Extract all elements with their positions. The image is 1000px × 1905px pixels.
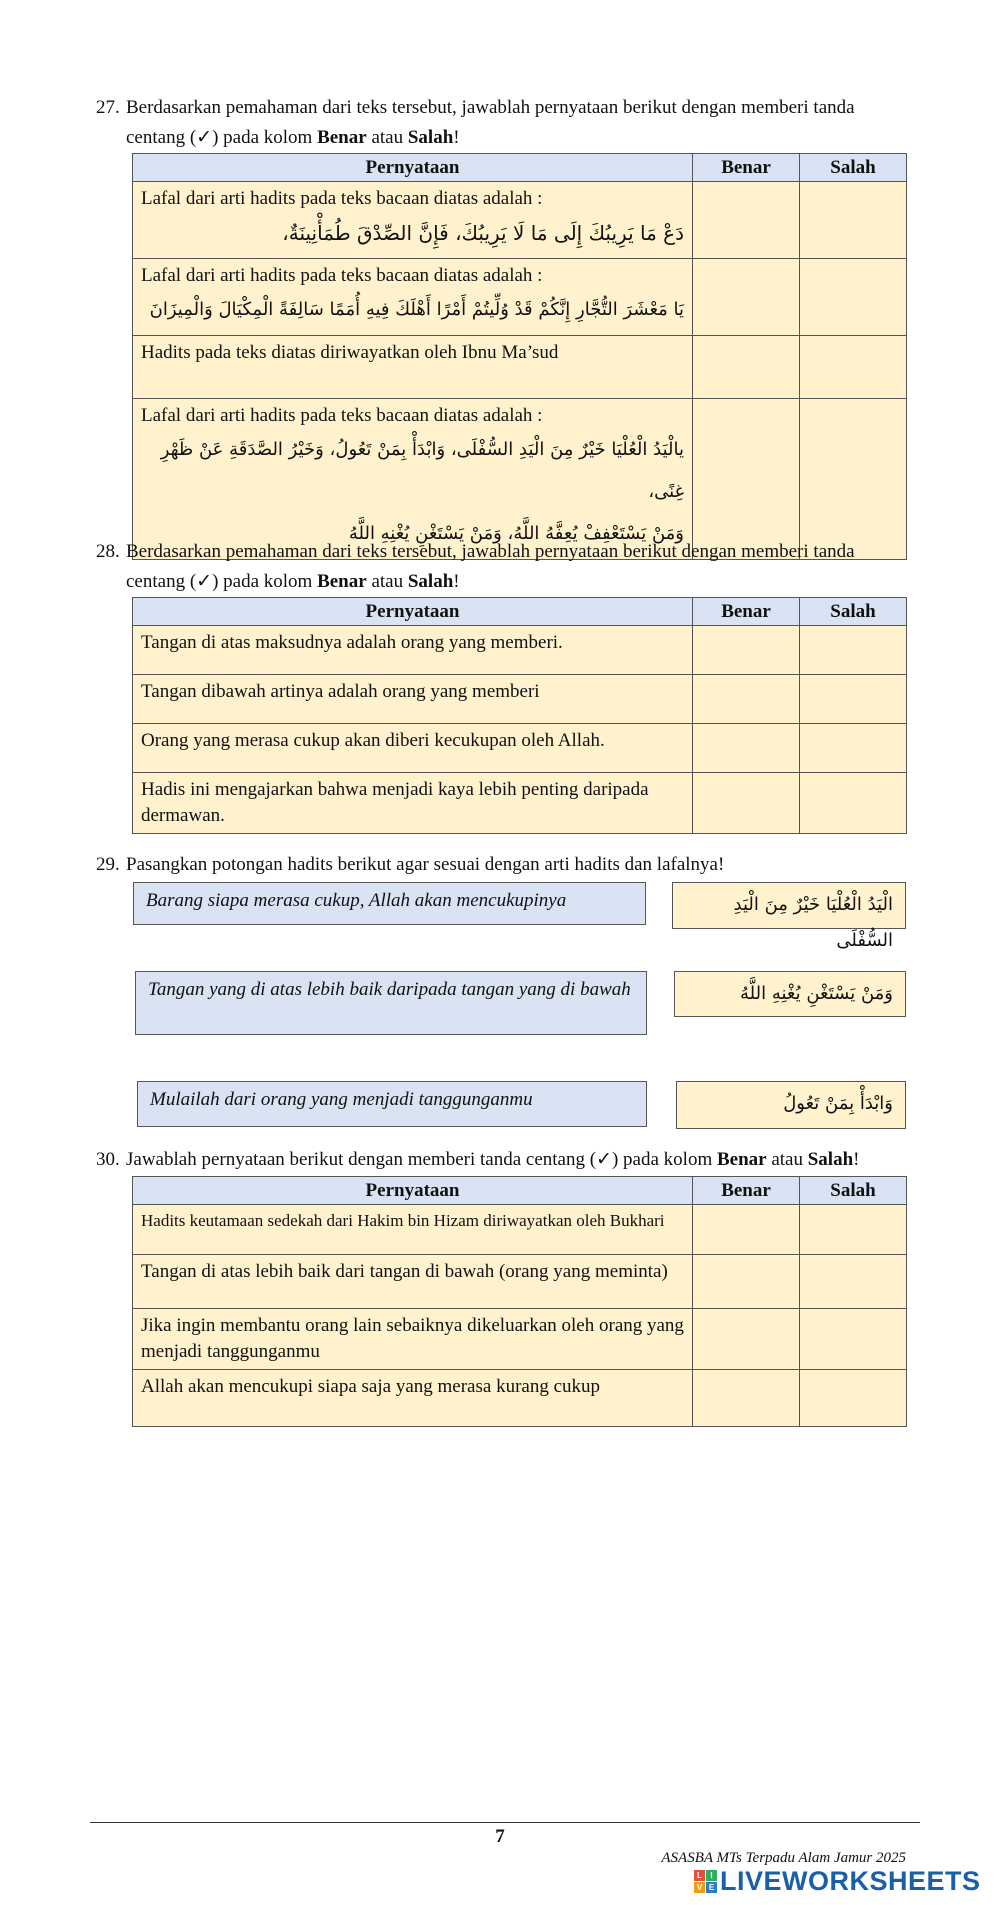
- benar-label: Benar: [716, 1149, 767, 1170]
- matching-right-item[interactable]: [676, 1081, 906, 1129]
- benar-answer-cell[interactable]: [693, 399, 800, 560]
- matching-left-item[interactable]: Tangan yang di atas lebih baik daripada tangan yang di bawah: [135, 971, 647, 1035]
- salah-answer-cell[interactable]: [800, 259, 907, 336]
- salah-answer-cell[interactable]: [800, 724, 907, 773]
- statement-cell: [133, 399, 693, 560]
- table-header-row: [133, 154, 907, 182]
- matching-left-item[interactable]: Mulailah dari orang yang menjadi tanggunganmu: [137, 1081, 647, 1127]
- logo-text: LIVEWORKSHEETS: [720, 1866, 981, 1896]
- benar-answer-cell[interactable]: [693, 724, 800, 773]
- table-row: [133, 626, 907, 675]
- statement-cell: [133, 336, 693, 399]
- arabic-text: وَمَنْ يَسْتَعْفِفْ يُعِفَّهُ اللَّهُ، وَمَنْ يَسْتَغْنِ يُغْنِهِ اللَّهُ: [348, 523, 684, 544]
- benar-answer-cell[interactable]: [693, 1255, 800, 1309]
- table-row: [133, 336, 907, 399]
- question-number: 28.: [96, 541, 120, 562]
- liveworksheets-logo[interactable]: [694, 1866, 981, 1897]
- header-pernyataan: Pernyataan: [133, 598, 693, 626]
- salah-answer-cell[interactable]: [800, 1370, 907, 1427]
- statement-cell: Jika ingin membantu orang lain sebaiknya dikeluarkan oleh orang yang menjadi tanggunganmu: [133, 1309, 693, 1370]
- statement-cell: Hadits keutamaan sedekah dari Hakim bin Hizam diriwayatkan oleh Bukhari: [133, 1205, 693, 1255]
- question-30-heading: [96, 1145, 906, 1175]
- statement-text: Lafal dari arti hadits pada teks bacaan diatas adalah :: [141, 405, 543, 426]
- benar-answer-cell[interactable]: [693, 182, 800, 259]
- matching-right-item[interactable]: [674, 971, 906, 1017]
- question-text-cont: centang (✓) pada kolom: [126, 571, 318, 592]
- question-27-heading: [96, 93, 906, 153]
- benar-label: Benar: [317, 127, 367, 148]
- logo-letter: I: [706, 1870, 717, 1881]
- salah-answer-cell[interactable]: [800, 399, 907, 560]
- question-28-table: [132, 597, 907, 834]
- benar-answer-cell[interactable]: [693, 1309, 800, 1370]
- benar-answer-cell[interactable]: [693, 259, 800, 336]
- table-header-row: [133, 1177, 907, 1205]
- arabic-text: دَعْ مَا يَرِيبُكَ إِلَى مَا لَا يَرِيبُكَ، فَإِنَّ الصِّدْقَ طُمَأْنِينَةٌ،: [282, 221, 684, 245]
- table-header-row: [133, 598, 907, 626]
- page-number: 7: [495, 1826, 505, 1847]
- atau-text: atau: [366, 127, 408, 148]
- table-row: [133, 724, 907, 773]
- table-row: [133, 1309, 907, 1370]
- exclaim: !: [453, 127, 460, 148]
- school-name: ASASBA MTs Terpadu Alam Jamur 2025: [661, 1850, 906, 1866]
- salah-answer-cell[interactable]: [800, 626, 907, 675]
- benar-label: Benar: [317, 571, 367, 592]
- question-text: Berdasarkan pemahaman dari teks tersebut, jawablah pernyataan berikut dengan memberi tanda: [126, 97, 855, 118]
- question-number: 29.: [96, 854, 120, 875]
- question-text: Pasangkan potongan hadits berikut agar sesuai dengan arti hadits dan lafalnya!: [126, 854, 725, 875]
- benar-answer-cell[interactable]: [693, 1370, 800, 1427]
- arabic-text: يالْيَدُ الْعُلْيَا خَيْرٌ مِنَ الْيَدِ السُّفْلَى، وَابْدَأْ بِمَنْ تَعُولُ، وَخَيْرُ الصَّدَقَةِ عَنْ ظَهْرِ غِنًى،: [160, 439, 684, 502]
- header-salah: Salah: [800, 1177, 907, 1205]
- benar-answer-cell[interactable]: [693, 675, 800, 724]
- table-row: [133, 182, 907, 259]
- salah-label: Salah: [407, 127, 454, 148]
- arabic-text: يَا مَعْشَرَ التُّجَّارِ إِنَّكُمْ قَدْ وُلِّيتُمْ أَمْرًا أَهْلَكَ فِيهِ أُمَمًا سَالِفَةً الْمِكْيَالَ وَالْمِيزَانَ: [149, 299, 684, 320]
- arabic-text: وَمَنْ يَسْتَغْنِ يُغْنِهِ اللَّهُ: [740, 983, 893, 1004]
- table-row: [133, 1370, 907, 1427]
- logo-letter: V: [694, 1882, 705, 1893]
- header-benar: Benar: [693, 1177, 800, 1205]
- table-row: [133, 259, 907, 336]
- salah-answer-cell[interactable]: [800, 675, 907, 724]
- logo-letter: E: [706, 1882, 717, 1893]
- logo-letter: L: [694, 1870, 705, 1881]
- question-number: 27.: [96, 97, 120, 118]
- statement-cell: [133, 259, 693, 336]
- question-number: 30.: [96, 1149, 120, 1170]
- question-text: Berdasarkan pemahaman dari teks tersebut, jawablah pernyataan berikut dengan memberi tanda: [126, 541, 855, 562]
- table-row: [133, 675, 907, 724]
- statement-text: Hadits pada teks diatas diriwayatkan oleh Ibnu Ma’sud: [141, 342, 559, 363]
- question-29-heading: [96, 850, 906, 880]
- statement-cell: Allah akan mencukupi siapa saja yang merasa kurang cukup: [133, 1370, 693, 1427]
- salah-label: Salah: [807, 1149, 854, 1170]
- statement-cell: Tangan dibawah artinya adalah orang yang memberi: [133, 675, 693, 724]
- salah-answer-cell[interactable]: [800, 1255, 907, 1309]
- liveworksheets-icon: [694, 1870, 717, 1893]
- salah-label: Salah: [407, 571, 454, 592]
- question-28-heading: [96, 537, 906, 597]
- header-benar: Benar: [693, 598, 800, 626]
- atau-text: atau: [366, 571, 408, 592]
- salah-answer-cell[interactable]: [800, 336, 907, 399]
- statement-cell: Hadis ini mengajarkan bahwa menjadi kaya lebih penting daripada dermawan.: [133, 773, 693, 834]
- statement-text: Lafal dari arti hadits pada teks bacaan diatas adalah :: [141, 188, 543, 209]
- header-salah: Salah: [800, 598, 907, 626]
- header-salah: Salah: [800, 154, 907, 182]
- benar-answer-cell[interactable]: [693, 1205, 800, 1255]
- statement-cell: Tangan di atas maksudnya adalah orang yang memberi.: [133, 626, 693, 675]
- salah-answer-cell[interactable]: [800, 182, 907, 259]
- question-30-table: [132, 1176, 907, 1427]
- arabic-text: الْيَدُ الْعُلْيَا خَيْرٌ مِنَ الْيَدِ السُّفْلَى: [733, 894, 893, 951]
- benar-answer-cell[interactable]: [693, 773, 800, 834]
- question-text-cont: centang (✓) pada kolom: [126, 127, 318, 148]
- table-row: [133, 1255, 907, 1309]
- salah-answer-cell[interactable]: [800, 1205, 907, 1255]
- exclaim: !: [853, 1149, 860, 1170]
- benar-answer-cell[interactable]: [693, 336, 800, 399]
- atau-text: atau: [766, 1149, 808, 1170]
- matching-left-item[interactable]: Barang siapa merasa cukup, Allah akan mencukupinya: [133, 882, 646, 925]
- header-pernyataan: Pernyataan: [133, 154, 693, 182]
- footer-divider: [90, 1822, 920, 1823]
- header-pernyataan: Pernyataan: [133, 1177, 693, 1205]
- table-row: [133, 773, 907, 834]
- question-text: Jawablah pernyataan berikut dengan memberi tanda centang (✓) pada kolom: [126, 1149, 717, 1170]
- exclaim: !: [453, 571, 460, 592]
- header-benar: Benar: [693, 154, 800, 182]
- question-27-table: [132, 153, 907, 560]
- table-row: [133, 399, 907, 560]
- salah-answer-cell[interactable]: [800, 1309, 907, 1370]
- statement-cell: Tangan di atas lebih baik dari tangan di bawah (orang yang meminta): [133, 1255, 693, 1309]
- table-row: [133, 1205, 907, 1255]
- salah-answer-cell[interactable]: [800, 773, 907, 834]
- statement-cell: Orang yang merasa cukup akan diberi kecukupan oleh Allah.: [133, 724, 693, 773]
- benar-answer-cell[interactable]: [693, 626, 800, 675]
- matching-right-item[interactable]: [672, 882, 906, 951]
- statement-cell: [133, 182, 693, 259]
- arabic-text: وَابْدَأْ بِمَنْ تَعُولُ: [783, 1093, 893, 1114]
- statement-text: Lafal dari arti hadits pada teks bacaan diatas adalah :: [141, 265, 543, 286]
